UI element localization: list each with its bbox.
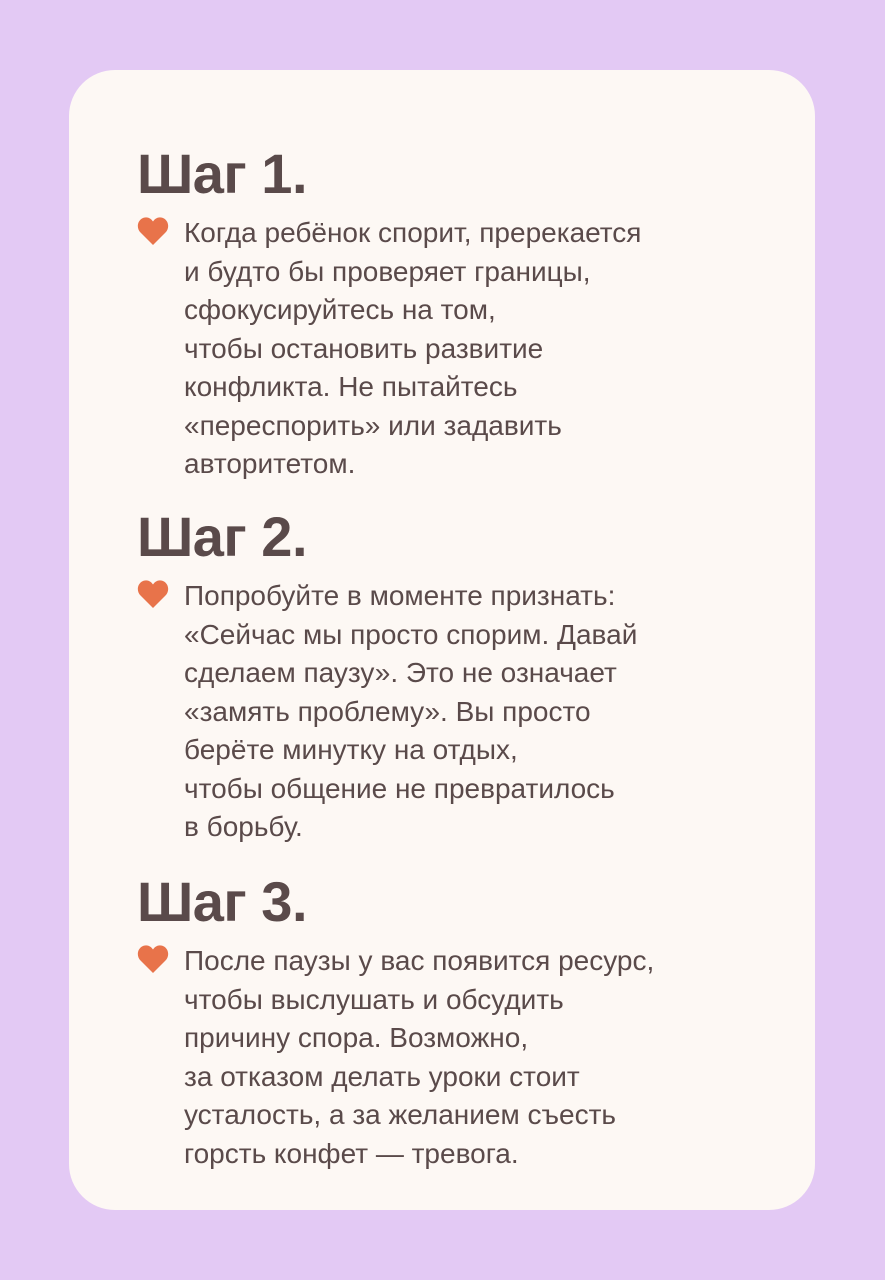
step-3-bullet [137, 942, 757, 1173]
step-2 [137, 505, 757, 847]
step-2-bullet [137, 577, 757, 847]
step-3-text: После паузы у вас появится ресурс, чтобы выслушать и обсудить причину спора. Возможно, за отказом делать уроки стоит усталость, а за желанием съесть горсть конфет — тревога. [184, 945, 655, 1169]
step-1-bullet [137, 214, 757, 484]
step-3 [137, 870, 757, 1173]
heart-icon [137, 944, 169, 974]
step-2-text: Попробуйте в моменте признать: «Сейчас мы просто спорим. Давай сделаем паузу». Это не означает «замять проблему». Вы просто берёте минутку на отдых, чтобы общение не превратилось в борьбу. [184, 580, 638, 842]
step-1 [137, 142, 757, 484]
step-1-title: Шаг 1. [137, 142, 308, 205]
step-3-title: Шаг 3. [137, 870, 308, 933]
content-card [69, 70, 815, 1210]
step-1-text: Когда ребёнок спорит, пререкается и будто бы проверяет границы, сфокусируйтесь на том, чтобы остановить развитие конфликта. Не пытайтесь «переспорить» или задавить авторитетом. [184, 217, 642, 479]
heart-icon [137, 216, 169, 246]
heart-icon [137, 579, 169, 609]
step-2-title: Шаг 2. [137, 505, 308, 568]
